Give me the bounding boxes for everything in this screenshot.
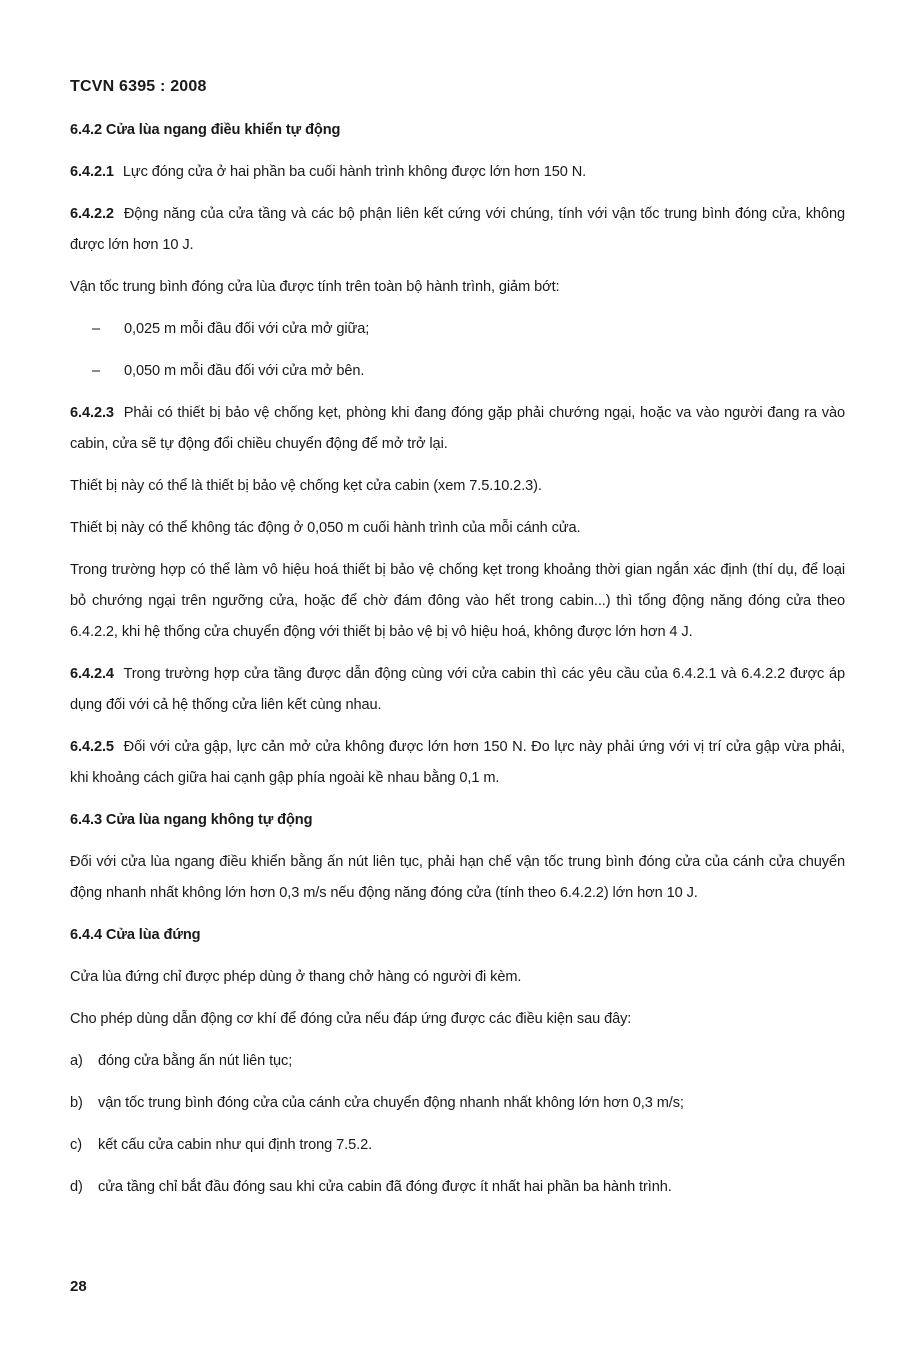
clause-text: Động năng của cửa tầng và các bộ phận liên kết cứng với chúng, tính với vận tốc trung bình đóng cửa, không được lớn hơn 10 J. xyxy=(70,206,845,253)
paragraph-6-4-3: Đối với cửa lùa ngang điều khiển bằng ấn nút liên tục, phải hạn chế vận tốc trung bình đóng cửa của cánh cửa chuyển động nhanh nhất không lớn hơn 0,3 m/s nếu động năng đóng cửa (tính theo 6.4.2.2) lớn hơn 10 J. xyxy=(70,854,845,901)
paragraph-6-4-2-3 xyxy=(70,398,845,460)
list-marker: c) xyxy=(70,1137,82,1153)
paragraph-6-4-4-b: Cho phép dùng dẫn động cơ khí để đóng cửa nếu đáp ứng được các điều kiện sau đây: xyxy=(70,1011,632,1027)
clause-number: 6.4.2.4 xyxy=(70,666,114,682)
clause-text: Lực đóng cửa ở hai phần ba cuối hành trình không được lớn hơn 150 N. xyxy=(122,164,587,180)
list-item-text: 0,050 m mỗi đầu đối với cửa mở bên. xyxy=(124,363,365,379)
list-item-text: cửa tầng chỉ bắt đầu đóng sau khi cửa cabin đã đóng được ít nhất hai phần ba hành trình. xyxy=(98,1179,672,1195)
clause-text: Trong trường hợp cửa tầng được dẫn động cùng với cửa cabin thì các yêu cầu của 6.4.2.1 và 6.4.2.2 được áp dụng đối với cả hệ thống cửa liên kết cùng nhau. xyxy=(70,666,845,713)
paragraph-6-4-2-1 xyxy=(70,157,845,188)
paragraph-device-c: Trong trường hợp có thể làm vô hiệu hoá thiết bị bảo vệ chống kẹt trong khoảng thời gian ngắn xác định (thí dụ, để loại bỏ chướng ngại trên ngưỡng cửa, hoặc để chờ đám đông vào hết trong cabin...) thì tổng động năng đóng cửa theo 6.4.2.2, khi hệ thống cửa chuyển động với thiết bị bảo vệ bị vô hiệu hoá, không được lớn hơn 4 J. xyxy=(70,562,845,640)
clause-number: 6.4.2.2 xyxy=(70,206,114,222)
clause-number: 6.4.2.5 xyxy=(70,739,114,755)
list-item xyxy=(70,1172,845,1203)
list-item-text: vận tốc trung bình đóng cửa của cánh cửa chuyển động nhanh nhất không lớn hơn 0,3 m/s; xyxy=(98,1095,684,1111)
list-marker: a) xyxy=(70,1053,83,1069)
clause-text: Đối với cửa gập, lực cản mở cửa không được lớn hơn 150 N. Đo lực này phải ứng với vị trí cửa gập vừa phải, khi khoảng cách giữa hai cạnh gập phía ngoài kề nhau bằng 0,1 m. xyxy=(70,739,845,786)
paragraph-6-4-2-4 xyxy=(70,659,845,721)
list-item-text: 0,025 m mỗi đầu đối với cửa mở giữa; xyxy=(124,321,370,337)
list-item xyxy=(70,1130,845,1161)
clause-text: Phải có thiết bị bảo vệ chống kẹt, phòng khi đang đóng gặp phải chướng ngại, hoặc va vào người đang ra vào cabin, cửa sẽ tự động đổi chiều chuyển động để mở trở lại. xyxy=(70,405,845,452)
list-item-text: đóng cửa bằng ấn nút liên tục; xyxy=(98,1053,293,1069)
paragraph-device-a: Thiết bị này có thể là thiết bị bảo vệ chống kẹt cửa cabin (xem 7.5.10.2.3). xyxy=(70,478,542,494)
list-item xyxy=(70,356,845,387)
document-header: TCVN 6395 : 2008 xyxy=(70,78,207,95)
list-item xyxy=(70,1088,845,1119)
list-item-text: kết cấu cửa cabin như qui định trong 7.5.2. xyxy=(98,1137,373,1153)
clause-number: 6.4.2.1 xyxy=(70,164,114,180)
document-page xyxy=(70,70,845,1214)
list-item xyxy=(70,314,845,345)
page-number: 28 xyxy=(70,1278,87,1295)
list-marker: d) xyxy=(70,1179,83,1195)
paragraph-speed-note: Vận tốc trung bình đóng cửa lùa được tính trên toàn bộ hành trình, giảm bớt: xyxy=(70,279,560,295)
clause-number: 6.4.2.3 xyxy=(70,405,114,421)
dash-bullet: – xyxy=(92,321,101,337)
paragraph-device-b: Thiết bị này có thể không tác động ở 0,050 m cuối hành trình của mỗi cánh cửa. xyxy=(70,520,581,536)
dash-bullet: – xyxy=(92,363,101,379)
list-marker: b) xyxy=(70,1095,83,1111)
paragraph-6-4-2-5 xyxy=(70,732,845,794)
paragraph-6-4-2-2 xyxy=(70,199,845,261)
section-heading-6-4-4: 6.4.4 Cửa lùa đứng xyxy=(70,927,201,943)
section-heading-6-4-3: 6.4.3 Cửa lùa ngang không tự động xyxy=(70,812,313,828)
section-heading-6-4-2: 6.4.2 Cửa lùa ngang điều khiển tự động xyxy=(70,122,341,138)
paragraph-6-4-4-a: Cửa lùa đứng chỉ được phép dùng ở thang chở hàng có người đi kèm. xyxy=(70,969,522,985)
list-item xyxy=(70,1046,845,1077)
